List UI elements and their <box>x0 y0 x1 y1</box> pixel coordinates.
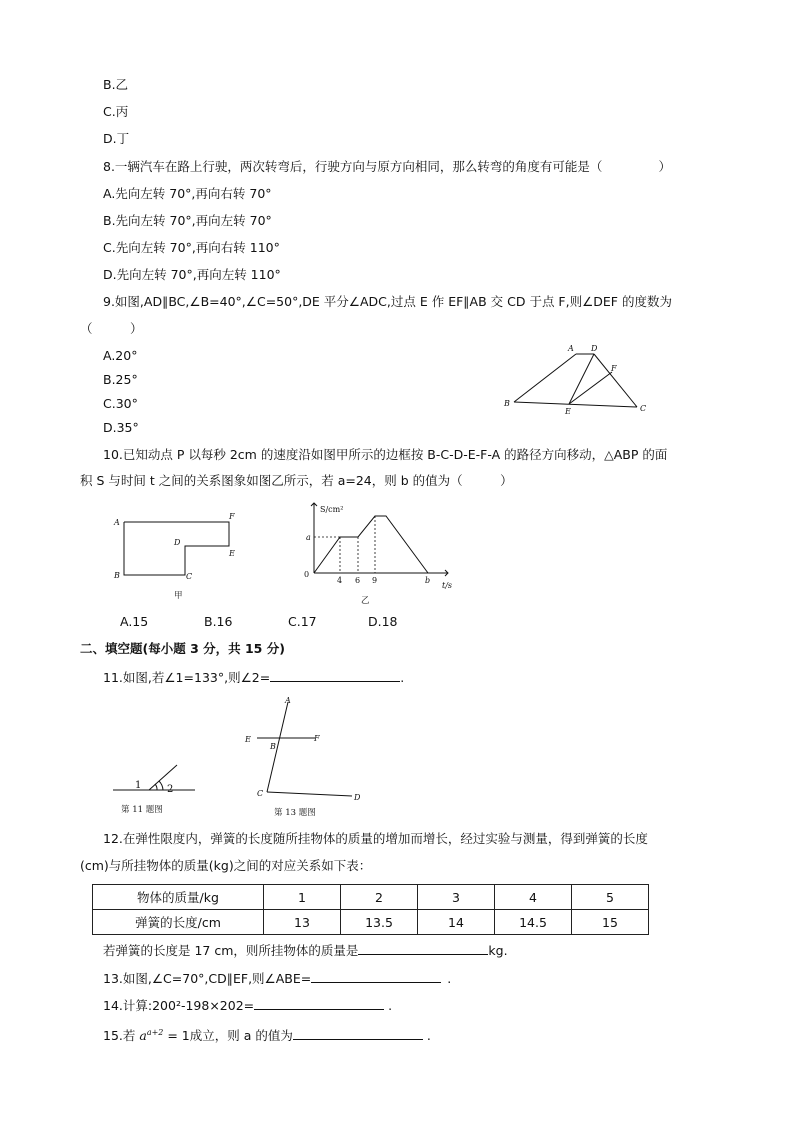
q9-stem: 9.如图,AD∥BC,∠B=40°,∠C=50°,DE 平分∠ADC,过点 E 作 EF∥AB 交 CD 于点 F,则∠DEF 的度数为 <box>103 294 672 309</box>
q9-option-b: B.25° <box>103 372 138 387</box>
q10-line1: 10.已知动点 P 以每秒 2cm 的速度沿如图甲所示的边框按 B-C-D-E-F-A 的路径方向移动，△ABP 的面 <box>103 447 668 462</box>
jia-label-d: D <box>174 538 181 547</box>
fig11-label-2: 2 <box>167 784 174 795</box>
q10-figure-yi <box>298 495 468 610</box>
yi-tick-b: b <box>425 576 431 585</box>
jia-label-c: C <box>186 572 193 581</box>
q7-option-c: C.丙 <box>103 104 129 119</box>
section-2-heading: 二、填空题(每小题 3 分，共 15 分) <box>80 641 285 656</box>
q12-line1: 12.在弹性限度内，弹簧的长度随所挂物体的质量的增加而增长，经过实验与测量，得到弹簧的长度 <box>103 831 648 846</box>
q7-option-d: D.丁 <box>103 131 130 146</box>
q9-label-a: A <box>568 344 574 353</box>
table-head-length: 弹簧的长度/cm <box>93 910 264 935</box>
fig11-caption: 第 11 题图 <box>121 805 163 815</box>
table-cell: 15 <box>572 910 649 935</box>
q8-option-b: B.先向左转 70°,再向左转 70° <box>103 213 272 228</box>
jia-label-e: E <box>229 549 235 558</box>
table-row <box>93 885 649 910</box>
fig13-label-e: E <box>245 735 251 744</box>
q9-label-b: B <box>504 399 510 408</box>
q14-stem: 14.计算:200²-198×202= . <box>103 995 392 1015</box>
q15-stem: 15.若 $a^{a+2} = 1$成立，则 a 的值为 . <box>103 1024 431 1045</box>
yi-origin: 0 <box>304 570 310 579</box>
table-cell: 14 <box>418 910 495 935</box>
fig13-label-c: C <box>257 789 264 798</box>
q15-exponent: a+2 <box>146 1028 164 1037</box>
yi-tick-6: 6 <box>355 576 361 585</box>
q9-option-d: D.35° <box>103 420 139 435</box>
fig13-label-f: F <box>314 734 320 743</box>
yi-caption: 乙 <box>361 596 370 606</box>
q13-answer-blank[interactable] <box>311 968 441 983</box>
table-cell: 13 <box>264 910 341 935</box>
fig13-label-b: B <box>270 742 276 751</box>
q8-option-c: C.先向左转 70°,再向右转 110° <box>103 240 280 255</box>
yi-label-a: a <box>306 533 311 542</box>
fig13-label-d: D <box>354 793 361 802</box>
yi-xlabel: t/s <box>442 581 453 590</box>
fig11-label-1: 1 <box>135 780 142 791</box>
q8-option-a: A.先向左转 70°,再向右转 70° <box>103 186 272 201</box>
table-cell: 5 <box>572 885 649 910</box>
q9-label-f: F <box>611 364 617 373</box>
q12-table <box>92 884 649 935</box>
table-cell: 3 <box>418 885 495 910</box>
table-row <box>93 910 649 935</box>
q14-answer-blank[interactable] <box>254 995 384 1010</box>
q8-option-d: D.先向左转 70°,再向左转 110° <box>103 267 281 282</box>
q10-option-b: B.16 <box>204 614 233 629</box>
fig13-caption: 第 13 题图 <box>274 808 316 818</box>
q10-line2: 积 S 与时间 t 之间的关系图象如图乙所示，若 a=24，则 b 的值为（ ） <box>80 473 513 488</box>
fig13-label-a: A <box>285 696 291 705</box>
q10-option-c: C.17 <box>288 614 317 629</box>
yi-ylabel: S/cm² <box>320 505 344 514</box>
q10-option-d: D.18 <box>368 614 398 629</box>
table-cell: 2 <box>341 885 418 910</box>
q10-figure-jia <box>108 505 258 605</box>
q7-option-b: B.乙 <box>103 77 129 92</box>
q12-after: 若弹簧的长度是 17 cm，则所挂物体的质量是 kg. <box>103 940 508 960</box>
yi-tick-4: 4 <box>337 576 343 585</box>
jia-label-b: B <box>114 571 120 580</box>
q15-answer-blank[interactable] <box>293 1025 423 1040</box>
q9-option-c: C.30° <box>103 396 138 411</box>
q13-figure <box>240 692 370 822</box>
table-head-mass: 物体的质量/kg <box>93 885 264 910</box>
q9-paren: （ ） <box>80 321 143 336</box>
jia-caption: 甲 <box>174 591 183 601</box>
yi-tick-9: 9 <box>372 576 378 585</box>
table-cell: 13.5 <box>341 910 418 935</box>
q10-option-a: A.15 <box>120 614 149 629</box>
q11-figure <box>105 760 205 820</box>
q12-answer-blank[interactable] <box>358 940 488 955</box>
jia-label-f: F <box>229 512 235 521</box>
q8-stem: 8.一辆汽车在路上行驶，两次转弯后，行驶方向与原方向相同，那么转弯的角度有可能是（ ） <box>103 159 671 174</box>
q9-figure <box>500 342 660 417</box>
q11-answer-blank[interactable] <box>270 667 400 682</box>
q9-label-c: C <box>640 404 647 413</box>
q12-line2: (cm)与所挂物体的质量(kg)之间的对应关系如下表： <box>80 858 372 873</box>
jia-label-a: A <box>114 518 120 527</box>
table-cell: 4 <box>495 885 572 910</box>
q9-label-e: E <box>565 407 571 416</box>
table-cell: 14.5 <box>495 910 572 935</box>
q15-base: a <box>139 1028 147 1044</box>
table-cell: 1 <box>264 885 341 910</box>
q13-stem: 13.如图,∠C=70°,CD∥EF,则∠ABE= . <box>103 968 451 988</box>
q9-option-a: A.20° <box>103 348 138 363</box>
q11-stem: 11.如图,若∠1=133°,则∠2= . <box>103 667 404 687</box>
q9-label-d: D <box>591 344 598 353</box>
